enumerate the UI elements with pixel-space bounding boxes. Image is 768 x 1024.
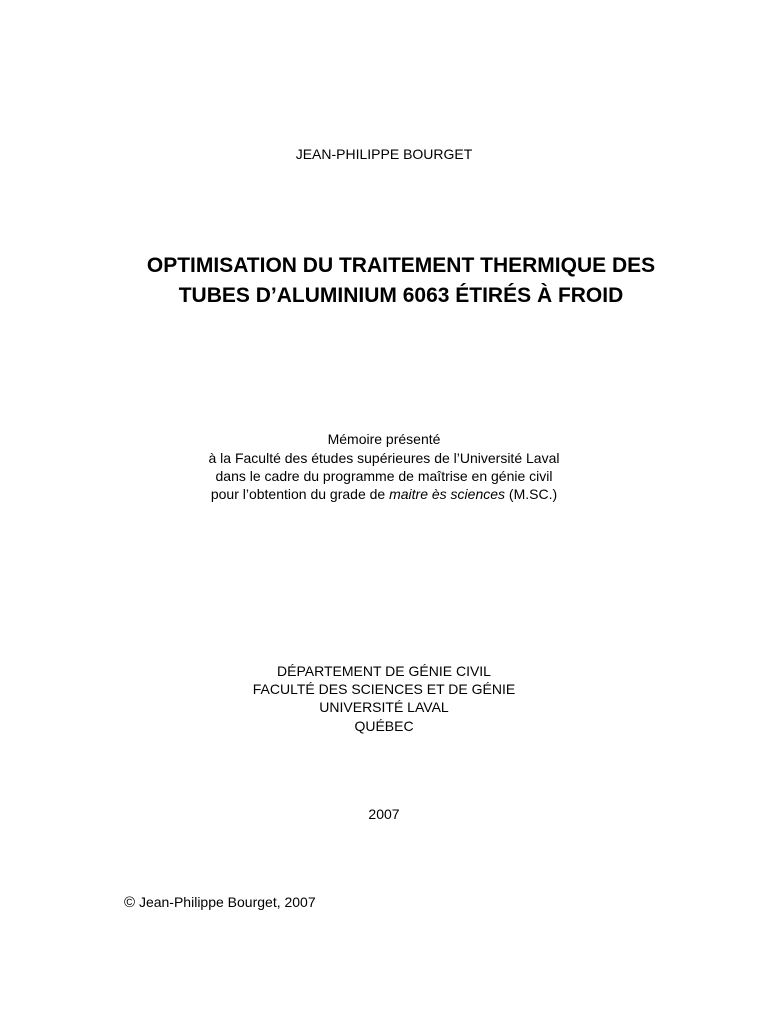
city-line: QUÉBEC [354, 718, 414, 734]
publication-year: 2007 [368, 806, 400, 822]
copyright-notice [124, 893, 316, 912]
memoire-line-4 [0, 485, 768, 503]
degree-name: maitre ès sciences [389, 486, 506, 502]
copyright-text: Jean-Philippe Bourget, 2007 [135, 894, 316, 910]
memoire-line-3: dans le cadre du programme de maîtrise en génie civil [215, 468, 553, 484]
memoire-line-1: Mémoire présenté [327, 431, 441, 447]
thesis-title-line-1: OPTIMISATION DU TRAITEMENT THERMIQUE DES [146, 254, 656, 277]
author-name: JEAN-PHILIPPE BOURGET [295, 146, 473, 162]
memoire-line-4-prefix: pour l’obtention du grade de [210, 486, 390, 502]
memoire-line-4-suffix: (M.SC.) [505, 486, 558, 502]
memoire-line-2: à la Faculté des études supérieures de l’Université Laval [208, 450, 560, 466]
university-line: UNIVERSITÉ LAVAL [319, 699, 449, 715]
thesis-title-line-2: TUBES D’ALUMINIUM 6063 ÉTIRÉS À FROID [178, 284, 624, 307]
faculty-line: FACULTÉ DES SCIENCES ET DE GÉNIE [252, 681, 516, 697]
copyright-symbol: © [124, 894, 136, 911]
department-line: DÉPARTEMENT DE GÉNIE CIVIL [277, 663, 491, 679]
